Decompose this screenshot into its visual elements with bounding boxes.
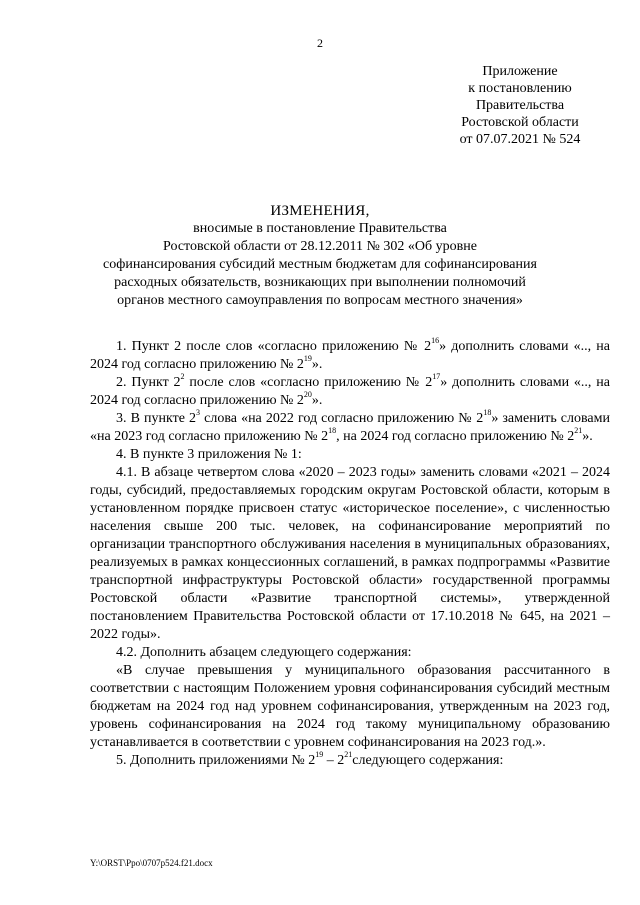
body-paragraph xyxy=(90,464,610,644)
appendix-block xyxy=(420,63,620,148)
title-heading: ИЗМЕНЕНИЯ, xyxy=(270,203,370,219)
superscript-index: 18 xyxy=(483,408,492,418)
appendix-line: к постановлению xyxy=(468,81,572,96)
body-paragraph xyxy=(90,752,610,770)
paragraph-text: ». xyxy=(311,393,323,408)
paragraph-text: 5. Дополнить приложениями № 2 xyxy=(116,753,316,768)
paragraph-text: слова «на 2022 год согласно приложению № 2 xyxy=(200,411,484,426)
paragraph-text: 1. Пункт 2 после слов «согласно приложению № 2 xyxy=(116,339,432,354)
paragraph-text: следующего содержания: xyxy=(352,753,504,768)
title-line: органов местного самоуправления по вопросам местного значения» xyxy=(117,293,523,308)
paragraph-text: » дополнить словами «.., на 2024 год согласно приложению № 2 xyxy=(90,339,610,372)
body-paragraph xyxy=(90,374,610,410)
paragraph-text: ». xyxy=(311,357,323,372)
page-number: 2 xyxy=(317,36,323,50)
appendix-line: Правительства xyxy=(475,98,565,113)
superscript-index: 2 xyxy=(180,372,185,382)
body-paragraph xyxy=(90,446,610,464)
body-paragraph xyxy=(90,662,610,752)
appendix-line: Приложение xyxy=(482,64,558,79)
superscript-index: 18 xyxy=(328,426,337,436)
paragraph-text: «В случае превышения у муниципального образования рассчитанного в соответствии с настоящим Положением уровня софинансирования субсидий местным бюджетам на 2024 год над уровнем софинансирования, утвержденным на 2023 год, уровень софинансирования на 2024 год такому муниципальному образованию устанавливается в соответствии с уровнем софинансирования на 2023 год.». xyxy=(90,663,610,750)
title-line: софинансирования субсидий местным бюджетам для софинансирования xyxy=(103,257,537,272)
body-paragraph xyxy=(90,410,610,446)
paragraph-text: 4.1. В абзаце четвертом слова «2020 – 2023 годы» заменить словами «2021 – 2024 годы, субсидий, предоставляемых городским округам Ростовской области, которым в установленном порядке присвоен статус «историческое поселение», с численностью населения свыше 200 тыс. человек, на софинансирование мероприятий по организации транспортного обслуживания населения в муниципальных образованиях, реализуемых в рамках концессионных соглашений, в рамках подпрограммы «Развитие транспортной инфраструктуры Ростовской области» государственной программы Ростовской области «Развитие транспортной системы», утвержденной постановлением Правительства Ростовской области от 17.10.2018 № 645, на 2021 – 2022 годы». xyxy=(90,465,610,642)
paragraph-text: , на 2024 год согласно приложению № 2 xyxy=(336,429,575,444)
paragraph-text: 4.2. Дополнить абзацем следующего содержания: xyxy=(116,645,412,660)
superscript-index: 3 xyxy=(196,408,201,418)
title-line: Ростовской области от 28.12.2011 № 302 «Об уровне xyxy=(163,239,477,254)
superscript-index: 16 xyxy=(431,336,440,346)
paragraph-text: после слов «согласно приложению № 2 xyxy=(184,375,433,390)
superscript-index: 19 xyxy=(315,750,324,760)
superscript-index: 19 xyxy=(303,354,312,364)
document-title xyxy=(90,202,550,310)
paragraph-text: » дополнить словами «.., на 2024 год согласно приложению № 2 xyxy=(90,375,610,408)
title-line: вносимые в постановление Правительства xyxy=(193,221,447,236)
superscript-index: 17 xyxy=(432,372,441,382)
file-path-footer: Y:\ORST\Ppo\0707p524.f21.docx xyxy=(90,858,213,868)
paragraph-text: – 2 xyxy=(323,753,345,768)
superscript-index: 21 xyxy=(574,426,583,436)
body-paragraph xyxy=(90,644,610,662)
paragraph-text: ». xyxy=(582,429,593,444)
superscript-index: 20 xyxy=(303,390,312,400)
appendix-line: Ростовской области xyxy=(461,115,579,130)
document-body xyxy=(90,338,610,770)
body-paragraph xyxy=(90,338,610,374)
paragraph-text: 4. В пункте 3 приложения № 1: xyxy=(116,447,302,462)
appendix-line: от 07.07.2021 № 524 xyxy=(459,132,581,147)
title-line: расходных обязательств, возникающих при выполнении полномочий xyxy=(114,275,526,290)
superscript-index: 21 xyxy=(344,750,353,760)
paragraph-text: 3. В пункте 2 xyxy=(116,411,197,426)
paragraph-text: » заменить словами «на 2023 год согласно приложению № 2 xyxy=(90,411,610,444)
paragraph-text: 2. Пункт 2 xyxy=(116,375,181,390)
